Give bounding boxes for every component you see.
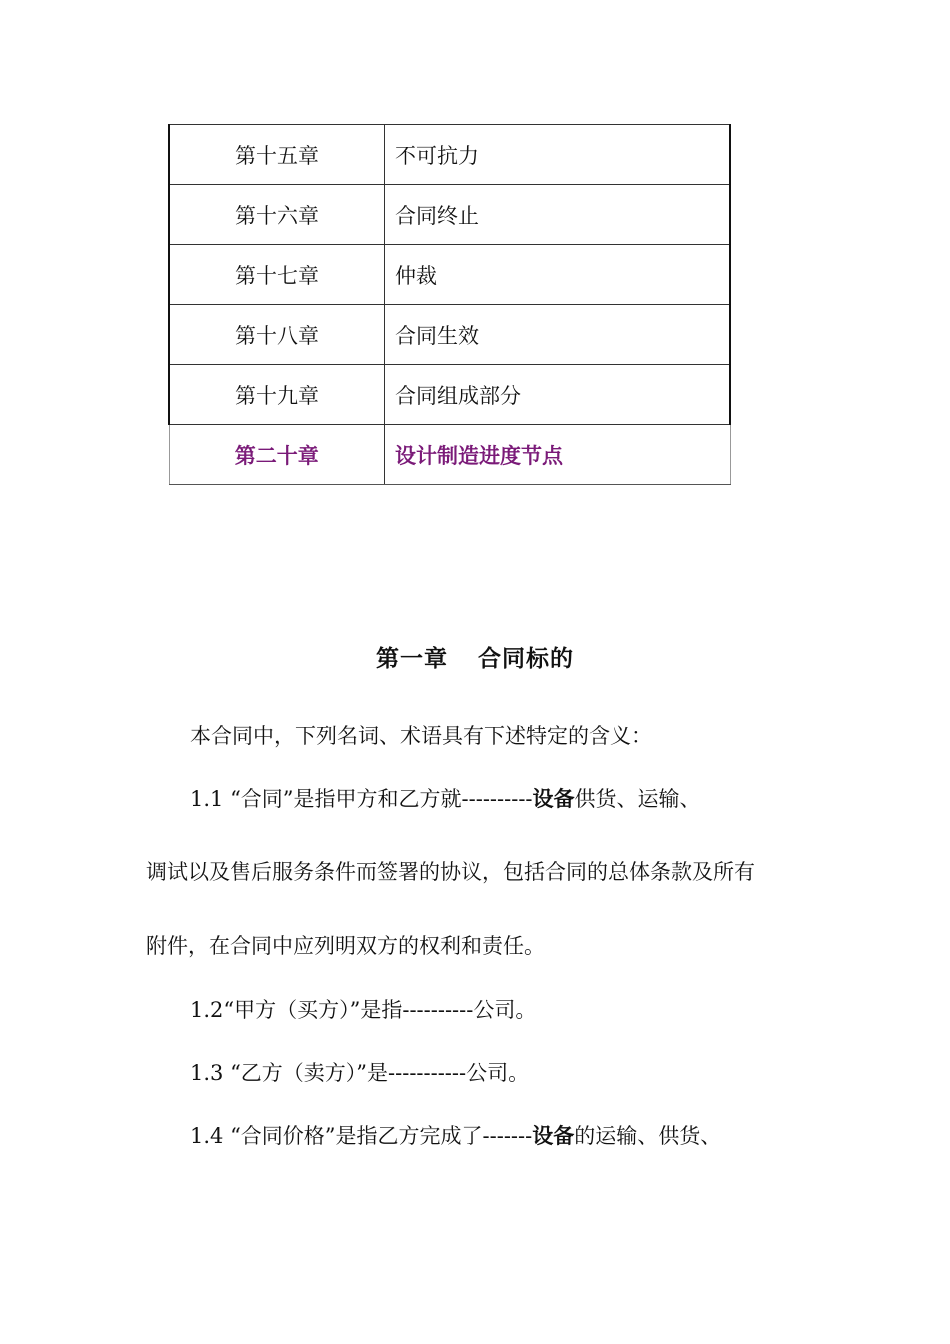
clause-1-2: 1.2“甲方（买方）”是指----------公司。 [190,998,537,1022]
toc-row [169,365,730,425]
toc-chapter-number-highlighted: 第二十章 [169,425,385,485]
toc-row [169,125,730,185]
clause-1-4-blank: ------- [482,1124,533,1148]
toc-chapter-number: 第十五章 [169,125,385,185]
toc-chapter-title: 不可抗力 [385,125,731,185]
clause-1-3: 1.3 “乙方（卖方）”是-----------公司。 [190,1061,530,1085]
toc-row [169,245,730,305]
toc-chapter-number: 第十九章 [169,365,385,425]
clause-1-4-bold: 设备 [532,1123,575,1148]
toc-row [169,185,730,245]
clause-1-1-rest: 供货、运输、 [574,787,701,811]
clause-1-1-line2: 调试以及售后服务条件而签署的协议，包括合同的总体条款及所有 [146,860,755,884]
intro-paragraph: 本合同中，下列名词、术语具有下述特定的含义： [190,724,652,748]
toc-chapter-title: 合同生效 [385,305,731,365]
toc-chapter-number: 第十八章 [169,305,385,365]
toc-chapter-title: 合同组成部分 [385,365,731,425]
clause-1-4-prefix: 1.4 “合同价格”是指乙方完成了 [190,1124,483,1148]
toc-chapter-title: 合同终止 [385,185,731,245]
chapter-heading-number: 第一章 [376,645,448,672]
toc-row-highlighted [169,425,730,485]
clause-1-1-bold: 设备 [532,786,575,811]
clause-1-1-prefix: 1.1 “合同”是指甲方和乙方就 [190,787,462,811]
clause-1-1-line3: 附件，在合同中应列明双方的权利和责任。 [146,934,545,958]
clause-1-1-line1 [190,783,701,813]
toc-chapter-title-highlighted: 设计制造进度节点 [385,425,731,485]
clause-1-1-blank: ---------- [461,787,533,811]
clause-1-4-rest: 的运输、供货、 [574,1124,722,1148]
chapter-heading-title: 合同标的 [478,645,574,672]
chapter-heading [0,640,950,673]
clause-1-4-line1 [190,1120,721,1150]
toc-chapter-title: 仲裁 [385,245,731,305]
toc-chapter-number: 第十六章 [169,185,385,245]
toc-row [169,305,730,365]
toc-chapter-number: 第十七章 [169,245,385,305]
toc-table [168,124,731,485]
